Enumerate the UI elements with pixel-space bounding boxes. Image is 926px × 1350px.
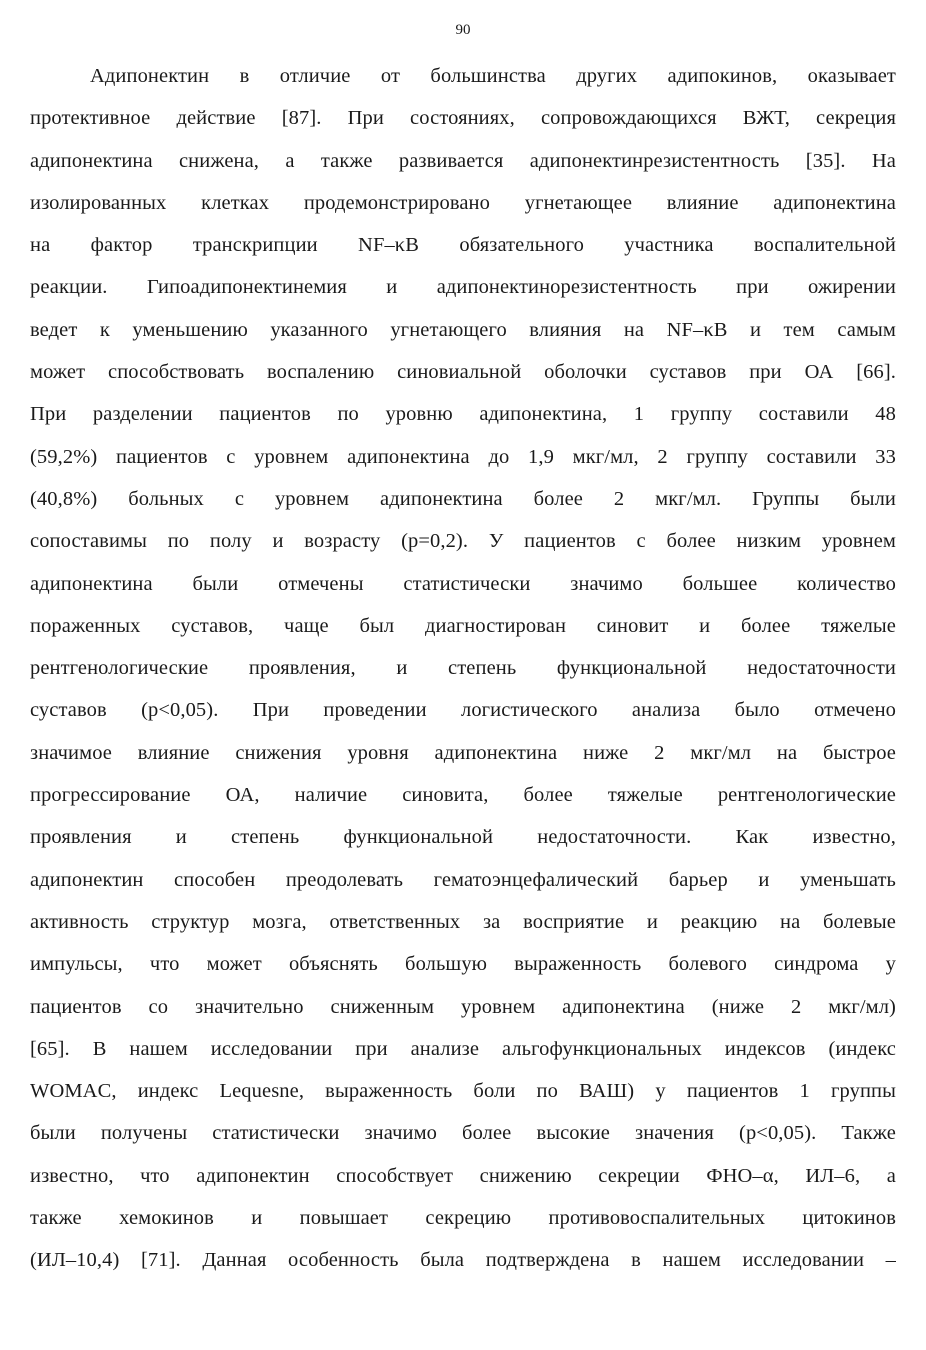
text-line: были получены статистически значимо более высокие значения (p<0,05). Также — [30, 1122, 896, 1145]
text-line: также хемокинов и повышает секрецию противовоспалительных цитокинов — [30, 1207, 896, 1230]
text-line: адипонектина снижена, а также развивается адипонектинрезистентность [35]. На — [30, 149, 896, 172]
text-line: известно, что адипонектин способствует снижению секреции ФНО–α, ИЛ–6, а — [30, 1164, 896, 1187]
text-line: значимое влияние снижения уровня адипонектина ниже 2 мкг/мл на быстрое — [30, 741, 896, 764]
text-line: Адипонектин в отличие от большинства других адипокинов, оказывает — [90, 65, 896, 87]
text-line: (40,8%) больных с уровнем адипонектина более 2 мкг/мл. Группы были — [30, 487, 896, 510]
text-line: может способствовать воспалению синовиальной оболочки суставов при ОА [66]. — [30, 361, 896, 384]
text-line: активность структур мозга, ответственных за восприятие и реакцию на болевые — [30, 910, 896, 933]
text-line: адипонектина были отмечены статистически значимо большее количество — [30, 572, 896, 595]
text-line: суставов (p<0,05). При проведении логистического анализа было отмечено — [30, 699, 896, 722]
text-line: адипонектин способен преодолевать гематоэнцефалический барьер и уменьшать — [30, 868, 896, 891]
text-line: [65]. В нашем исследовании при анализе альгофункциональных индексов (индекс — [30, 1037, 896, 1060]
text-line: проявления и степень функциональной недостаточности. Как известно, — [30, 826, 896, 849]
text-line: пораженных суставов, чаще был диагностирован синовит и более тяжелые — [30, 614, 896, 637]
text-line: изолированных клетках продемонстрировано угнетающее влияние адипонектина — [30, 191, 896, 214]
text-line: пациентов со значительно сниженным уровнем адипонектина (ниже 2 мкг/мл) — [30, 995, 896, 1018]
text-line: импульсы, что может объяснять большую выраженность болевого синдрома у — [30, 953, 896, 976]
text-line: сопоставимы по полу и возрасту (p=0,2). У пациентов с более низким уровнем — [30, 530, 896, 553]
text-line: ведет к уменьшению указанного угнетающего влияния на NF–κB и тем самым — [30, 318, 896, 341]
text-line: WOMAC, индекс Lequesne, выраженность боли по ВАШ) у пациентов 1 группы — [30, 1080, 896, 1103]
text-line: рентгенологические проявления, и степень функциональной недостаточности — [30, 657, 896, 680]
body-text — [30, 55, 896, 1282]
text-line: реакции. Гипоадипонектинемия и адипонектинорезистентность при ожирении — [30, 276, 896, 299]
text-line: протективное действие [87]. При состояниях, сопровождающихся ВЖТ, секреция — [30, 107, 896, 130]
text-line: При разделении пациентов по уровню адипонектина, 1 группу составили 48 — [30, 403, 896, 426]
text-line: прогрессирование ОА, наличие синовита, более тяжелые рентгенологические — [30, 784, 896, 807]
text-line: (ИЛ–10,4) [71]. Данная особенность была подтверждена в нашем исследовании – — [30, 1249, 896, 1272]
text-line: на фактор транскрипции NF–κB обязательного участника воспалительной — [30, 234, 896, 257]
page-number: 90 — [455, 22, 471, 38]
text-line: (59,2%) пациентов с уровнем адипонектина до 1,9 мкг/мл, 2 группу составили 33 — [30, 445, 896, 468]
